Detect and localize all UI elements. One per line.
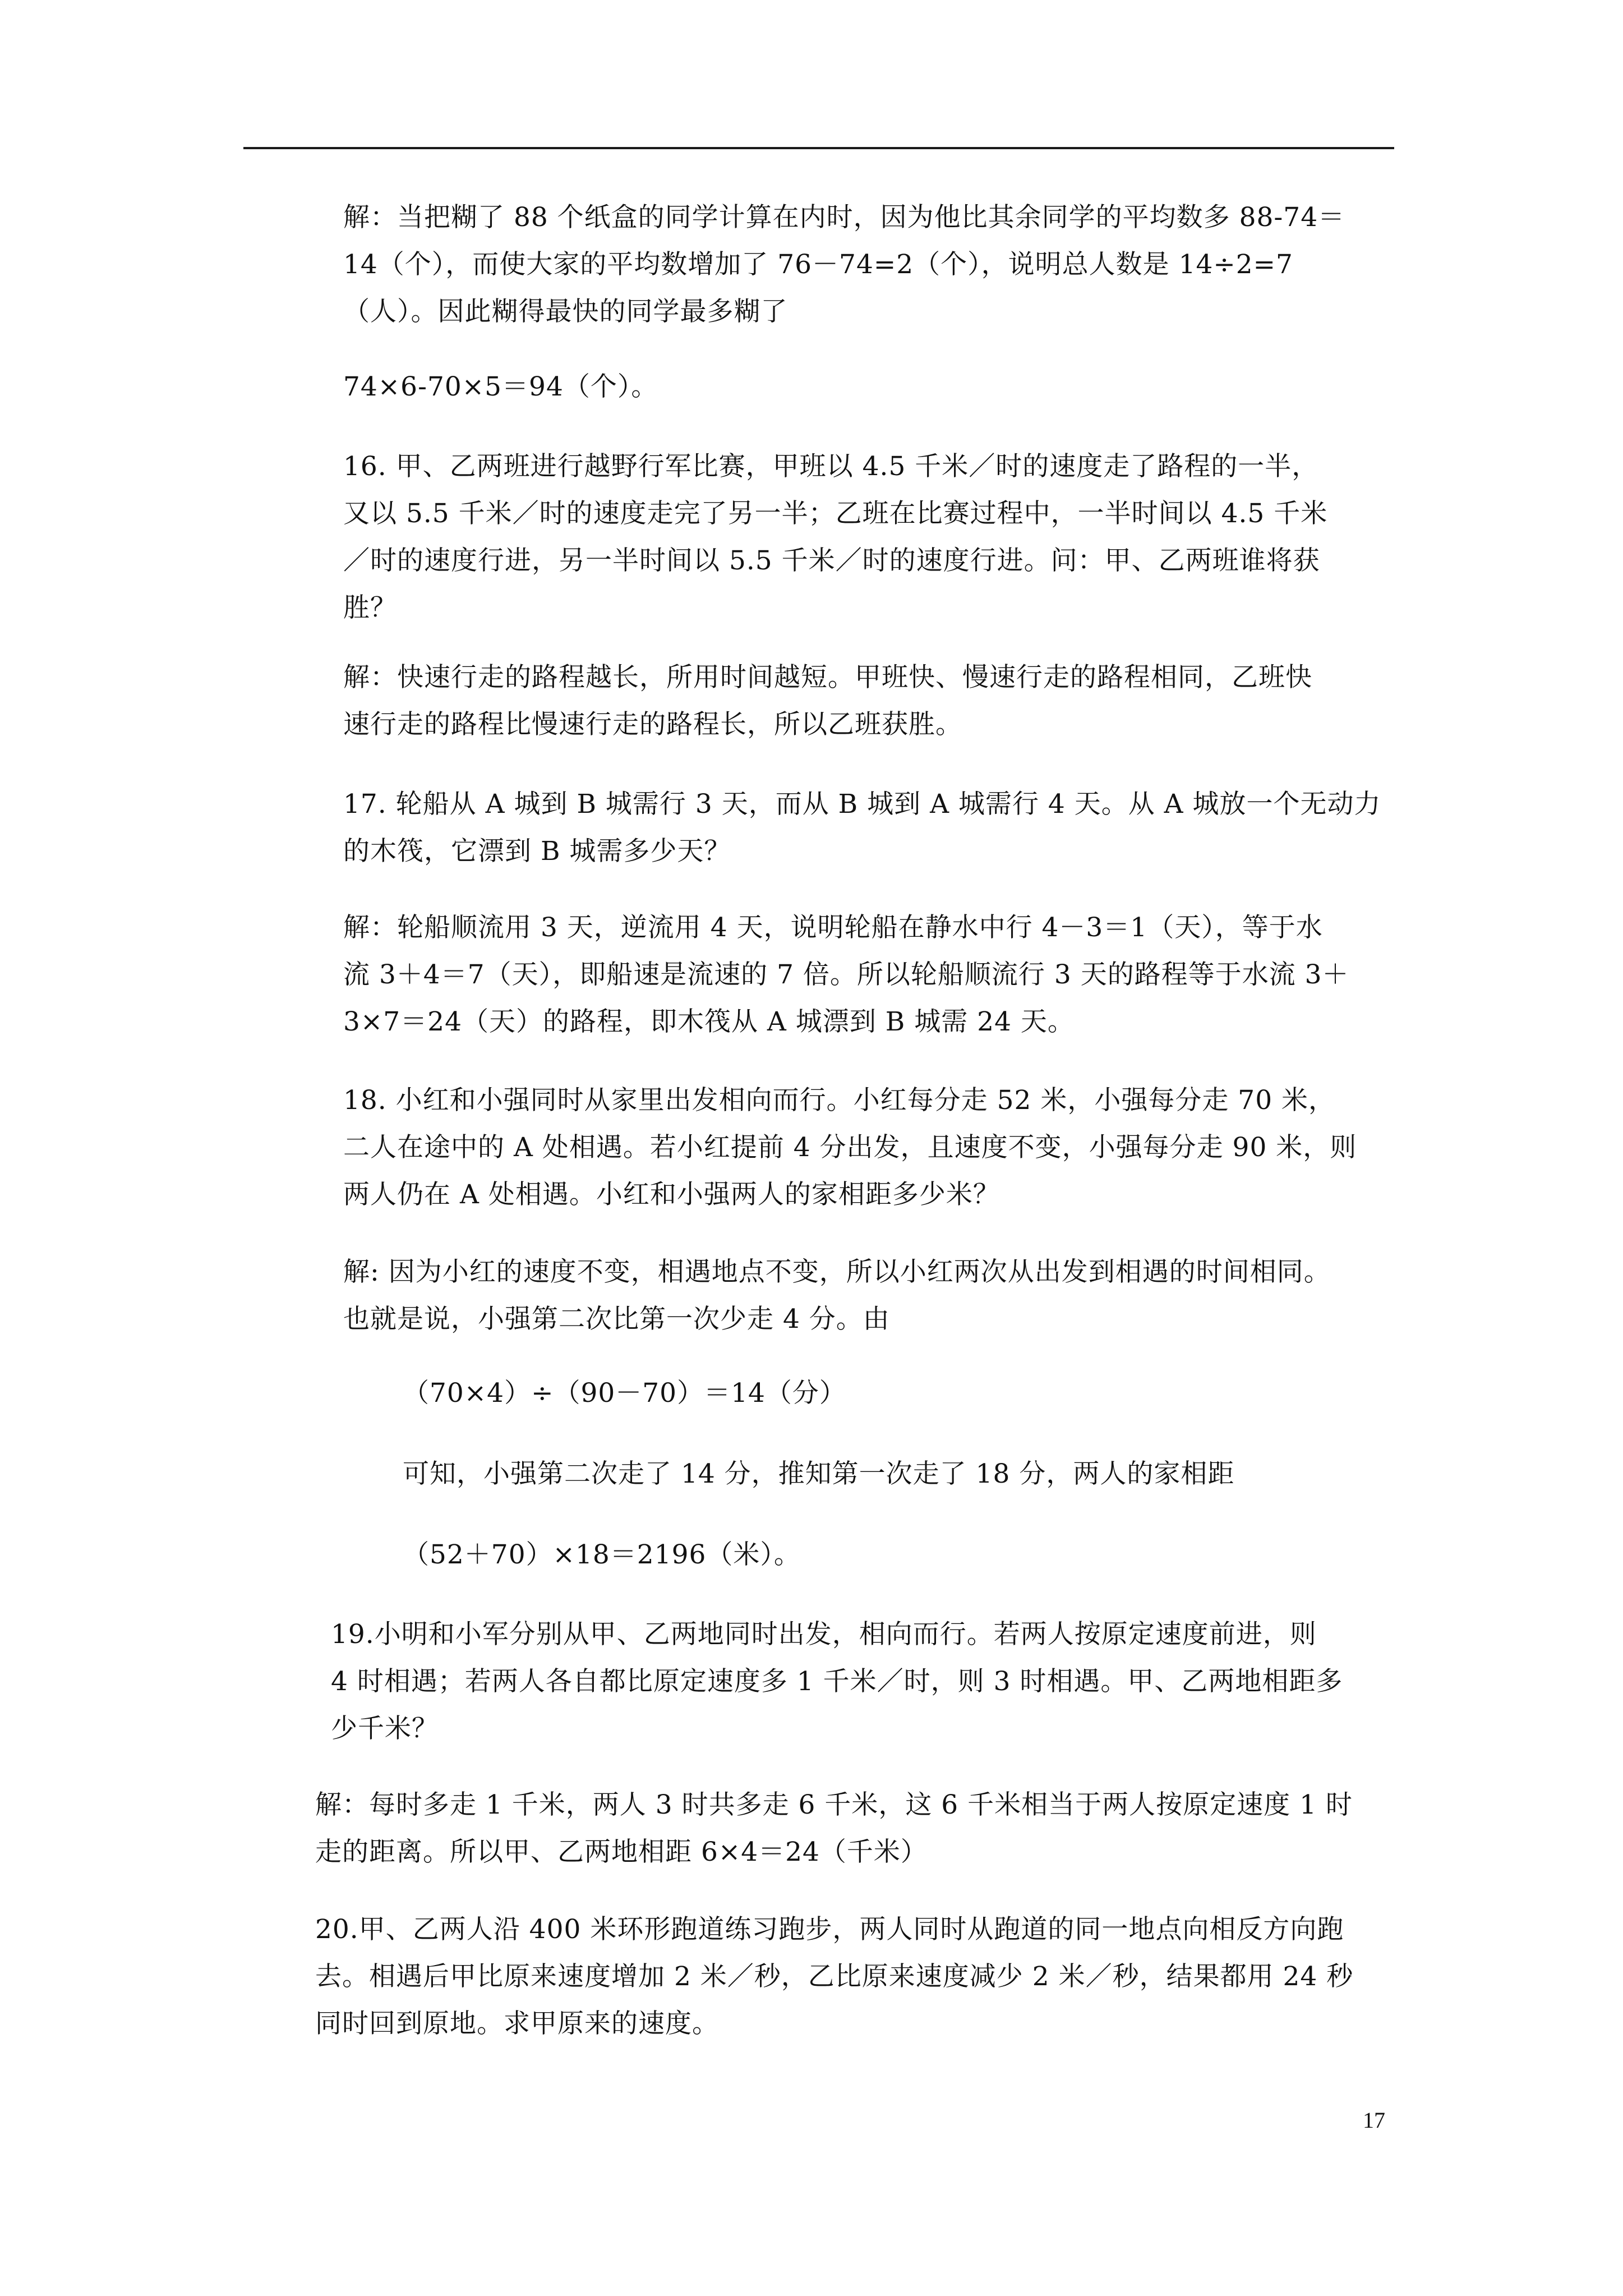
- solution-18-text: 解: 因为小红的速度不变，相遇地点不变，所以小红两次从出发到相遇的时间相同。 也就是说，小强第二次比第一次少走 4 分。由: [343, 1257, 1331, 1335]
- problem-19: 19.小明和小军分别从甲、乙两地同时出发，相向而行。若两人按原定速度前进，则 4 时相遇；若两人各自都比原定速度多 1 千米／时，则 3 时相遇。甲、乙两地相距多 少千米？: [331, 1619, 1343, 1744]
- solution-15-equation: 74×6-70×5＝94（个）。: [343, 371, 658, 402]
- header-rule: [243, 147, 1394, 149]
- problem-20: 20.甲、乙两人沿 400 米环形跑道练习跑步，两人同时从跑道的同一地点向相反方向跑 去。相遇后甲比原来速度增加 2 米／秒，乙比原来速度减少 2 米／秒，结果都用 24 秒 同时回到原地。求甲原来的速度。: [315, 1914, 1354, 2039]
- page-number: 17: [1363, 2108, 1385, 2133]
- solution-19: 解：每时多走 1 千米，两人 3 时共多走 6 千米，这 6 千米相当于两人按原定速度 1 时 走的距离。所以甲、乙两地相距 6×4＝24（千米）: [315, 1789, 1353, 1867]
- solution-18-equation-1: （70×4）÷（90－70）＝14（分）: [403, 1378, 846, 1409]
- problem-17: 17. 轮船从 A 城到 B 城需行 3 天，而从 B 城到 A 城需行 4 天。从 A 城放一个无动力 的木筏，它漂到 B 城需多少天？: [343, 789, 1381, 867]
- solution-17: 解：轮船顺流用 3 天，逆流用 4 天，说明轮船在静水中行 4－3＝1（天），等于水 流 3＋4＝7（天），即船速是流速的 7 倍。所以轮船顺流行 3 天的路程等于水流 3＋ 3×7＝24（天）的路程，即木筏从 A 城漂到 B 城需 24 天。: [343, 912, 1349, 1037]
- solution-16: 解：快速行走的路程越长，所用时间越短。甲班快、慢速行走的路程相同，乙班快 速行走的路程比慢速行走的路程长，所以乙班获胜。: [343, 662, 1312, 740]
- solution-18-conclusion: 可知，小强第二次走了 14 分，推知第一次走了 18 分，两人的家相距: [403, 1458, 1235, 1489]
- problem-16: 16. 甲、乙两班进行越野行军比赛，甲班以 4.5 千米／时的速度走了路程的一半， 又以 5.5 千米／时的速度走完了另一半；乙班在比赛过程中，一半时间以 4.5 千米 ／时的速度行进，另一半时间以 5.5 千米／时的速度行进。问：甲、乙两班谁将获 胜？: [343, 451, 1328, 623]
- problem-18: 18. 小红和小强同时从家里出发相向而行。小红每分走 52 米，小强每分走 70 米， 二人在途中的 A 处相遇。若小红提前 4 分出发，且速度不变，小强每分走 90 米，则 两人仍在 A 处相遇。小红和小强两人的家相距多少米？: [343, 1085, 1357, 1210]
- solution-15-text: 解：当把糊了 88 个纸盒的同学计算在内时，因为他比其余同学的平均数多 88-74＝ 14（个），而使大家的平均数增加了 76－74=2（个），说明总人数是 14÷2=7 （人）。因此糊得最快的同学最多糊了: [343, 202, 1345, 327]
- solution-18-equation-2: （52＋70）×18＝2196（米）。: [403, 1539, 801, 1570]
